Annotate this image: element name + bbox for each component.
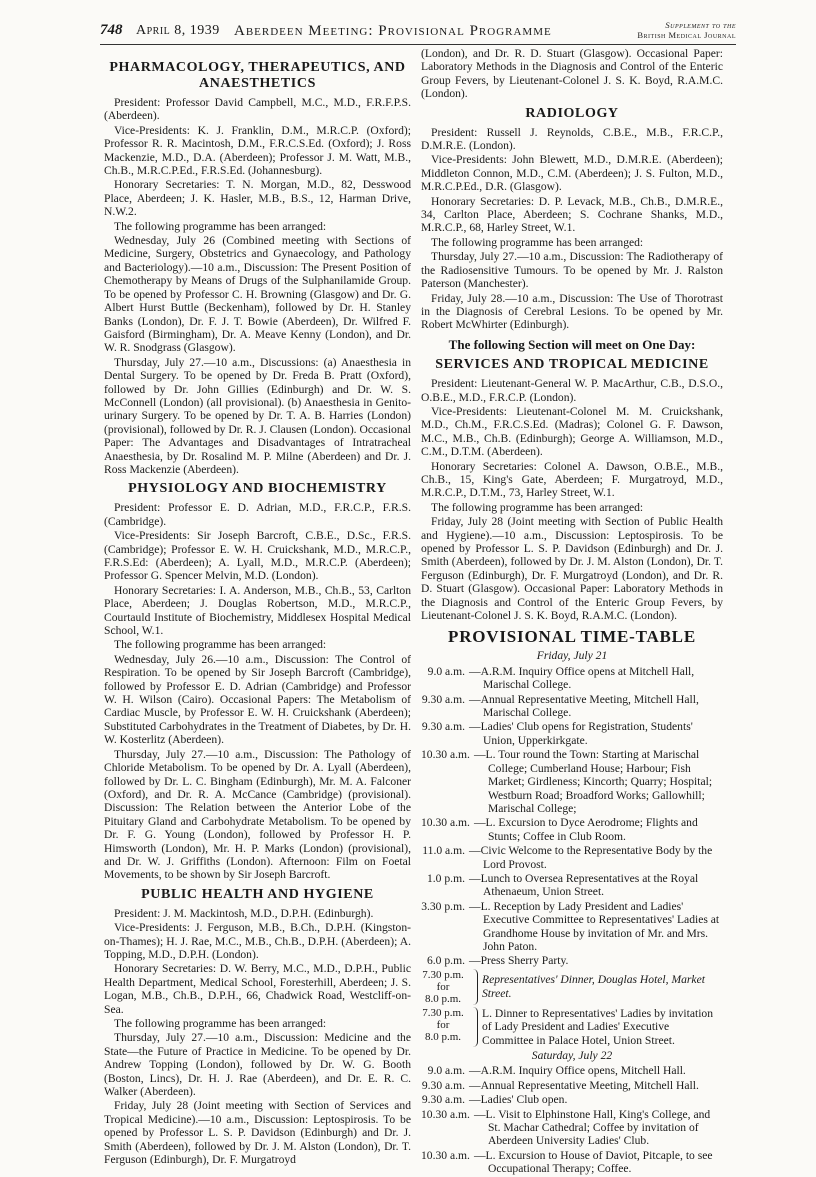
section-heading: PHARMACOLOGY, THERAPEUTICS, AND ANAESTHETICS bbox=[109, 60, 406, 91]
entry-text: Representatives' Dinner, Douglas Hotel, Market Street. bbox=[482, 973, 705, 1000]
time-range bbox=[421, 1007, 469, 1047]
row-text: —Ladies' Club open. bbox=[469, 1093, 568, 1107]
row-time: 9.0 a.m. bbox=[427, 664, 465, 678]
running-header bbox=[100, 22, 736, 45]
programme-intro: The following programme has been arranged: bbox=[114, 219, 327, 233]
programme-item: Thursday, July 27.—10 a.m., Discussion: The Pathology of Chloride Metabolism. To be opened by Dr. A. Lyall (Aberdeen), followed by Dr. L. C. Bingham (Edinburgh), Mr. M. A. Falconer (Oxford), and Dr. R. A. McCance (Cambridge) (provisional). Discussion: The Relation between the Anterior Lobe of the Pituitary Gland and Carbohydrate Metabolism. To be opened by Dr. F. G. Young (London), followed by Professor H. P. Himsworth (London), Mr. H. P. Marks (London) (provisional), and Dr. W. J. Griffiths (London). Afternoon: Film on Foetal Movements, to be shown by Sir Joseph Barcroft. bbox=[104, 747, 411, 882]
row-time: 10.30 a.m. bbox=[421, 1148, 470, 1162]
row-time: 9.30 a.m. bbox=[421, 692, 465, 706]
entry-text: L. Dinner to Representatives' Ladies by invitation of Lady President and Ladies' Executive Committee in Palace Hotel, Union Street. bbox=[482, 1006, 714, 1047]
section-pharmacology bbox=[104, 60, 411, 476]
row-text: —L. Visit to Elphinstone Hall, King's College, and St. Machar Cathedral; Coffee by invitation of Aberdeen University Ladies' Club. bbox=[473, 1107, 711, 1148]
row-text: —L. Tour round the Town: Starting at Marischal College; Cumberland House; Harbour; Fish Market; Girdleness; Kincorth; Quarry; Hospital; Westburn Road; Broadford Works; Gallowhill; Marischal College; bbox=[473, 748, 713, 815]
day-heading: Saturday, July 22 bbox=[531, 1049, 613, 1062]
supplement-line-1: Supplement to the bbox=[665, 20, 736, 30]
programme-item: Thursday, July 27.—10 a.m., Discussion: Medicine and the State—the Future of Practice in Medicine. To be opened by Dr. Andrew Topping (London), followed by Dr. W. G. Booth (Boston, Lincs), Dr. H. J. Rae (Aberdeen), and Dr. E. R. C. Walker (Aberdeen). bbox=[104, 1031, 411, 1099]
section-president: President: Professor E. D. Adrian, M.D., F.R.C.P., F.R.S. (Cambridge). bbox=[104, 501, 411, 528]
time-start: 7.30 p.m. bbox=[422, 1006, 464, 1019]
row-time: 6.0 p.m. bbox=[426, 954, 465, 968]
time-table-row bbox=[421, 954, 723, 967]
row-time: 10.30 a.m. bbox=[421, 1107, 470, 1121]
row-text: —L. Excursion to Dyce Aerodrome; Flights and Stunts; Coffee in Club Room. bbox=[473, 816, 698, 843]
programme-item: Wednesday, July 26.—10 a.m., Discussion: The Control of Respiration. To be opened by Sir Joseph Barcroft (Cambridge), followed by Professor E. D. Adrian (Cambridge) and Professor W. H. Wilson (Cairo). Occasional Papers: The Metabolism of Cardiac Muscle, by Professor E. W. H. Cruickshank (Aberdeen); Substituted Carbohydrates in the Treatment of Diabetes, by Dr. H. W. Kosterlitz (Aberdeen). bbox=[104, 652, 411, 747]
row-text: —L. Excursion to House of Daviot, Pitcaple, to see Occupational Therapy; Coffee. bbox=[473, 1148, 713, 1176]
section-vice-presidents: Vice-Presidents: Sir Joseph Barcroft, C.B.E., D.Sc., F.R.S. (Cambridge); Professor E. W. H. Cruickshank, M.D., M.R.C.P., F.R.S.Ed: (Aberdeen); A. Lyall, M.D., M.R.C.P. (Aberdeen); Professor G. Spencer Melvin, M.D. (London). bbox=[104, 529, 411, 583]
row-time: 3.30 p.m. bbox=[421, 899, 465, 913]
row-time: 10.30 a.m. bbox=[421, 748, 470, 762]
time-start: 7.30 p.m. bbox=[422, 968, 464, 981]
programme-item: Friday, July 28 (Joint meeting with Section of Services and Tropical Medicine).—10 a.m., Discussion: Leptospirosis. To be opened by Professor L. S. P. Davidson (Edinburgh) and Dr. J. Smith (Aberdeen), followed by Dr. J. M. Alston (London), Dr. T. Ferguson (Edinburgh), Dr. F. Murgatroyd bbox=[104, 1099, 411, 1167]
right-column bbox=[421, 47, 723, 1177]
section-vice-presidents: Vice-Presidents: J. Ferguson, M.B., B.Ch., D.P.H. (Kingston-on-Thames); H. J. Rae, M.C., M.B., Ch.B., D.P.H. (Aberdeen); A. Topping, M.D., D.P.H. (London). bbox=[104, 921, 411, 961]
programme-intro: The following programme has been arranged: bbox=[431, 500, 644, 514]
section-physiology bbox=[104, 481, 411, 881]
continued-paragraph: (London), and Dr. R. D. Stuart (Glasgow). Occasional Paper: Laboratory Methods in the Diagnosis and Control of the Enteric Group Fevers, by Lieutenant-Colonel J. S. K. Boyd, R.A.M.C. (London). bbox=[421, 47, 723, 101]
section-vice-presidents: Vice-Presidents: K. J. Franklin, D.M., M.R.C.P. (Oxford); Professor R. R. Macintosh, D.M., F.R.C.S.Ed. (Oxford); J. Ross Mackenzie, M.D., D.A. (Aberdeen); Professor J. M. Watt, M.B., Ch.B., M.R.C.P.Ed., F.R.S.Ed. (Johannesburg). bbox=[104, 123, 411, 178]
programme-item: Thursday, July 27.—10 a.m., Discussion: The Radiotherapy of the Radiosensitive Tumours. To be opened by Mr. J. Ralston Paterson (Manchester). bbox=[421, 250, 723, 291]
row-text: —Annual Representative Meeting, Mitchell Hall, Marischal College. bbox=[469, 692, 699, 720]
section-vice-presidents: Vice-Presidents: John Blewett, M.D., D.M.R.E. (Aberdeen); Middleton Connon, M.D., C.M. (Aberdeen); J. S. Fulton, M.D., M.R.C.P.Ed., D.R. (Glasgow). bbox=[421, 153, 723, 194]
time-end: 8.0 p.m. bbox=[424, 1030, 462, 1043]
section-president: President: Professor David Campbell, M.C., M.D., F.R.F.P.S. (Aberdeen). bbox=[104, 96, 411, 123]
section-services-tropical bbox=[421, 357, 723, 622]
row-text: —Press Sherry Party. bbox=[469, 954, 569, 968]
row-time: 10.30 a.m. bbox=[421, 816, 470, 830]
time-table-row bbox=[421, 1079, 723, 1092]
row-time: 9.30 a.m. bbox=[421, 720, 465, 734]
time-table-row bbox=[421, 900, 723, 954]
section-secretaries: Honorary Secretaries: I. A. Anderson, M.B., Ch.B., 53, Carlton Place, Aberdeen; J. Douglas Robertson, M.D., M.R.C.P., Courtauld Institute of Biochemistry, Middlesex Hospital Medical School, W.1. bbox=[104, 583, 411, 638]
time-table-row bbox=[421, 748, 723, 815]
section-public-health bbox=[104, 887, 411, 1167]
time-table-day-2 bbox=[421, 1064, 723, 1175]
programme-intro: The following programme has been arranged: bbox=[431, 235, 644, 249]
time-table-row bbox=[421, 872, 723, 899]
programme-item: Friday, July 28 (Joint meeting with Section of Public Health and Hygiene).—10 a.m., Discussion: Leptospirosis. To be opened by Professor L. S. P. Davidson (Edinburgh) and Dr. J. Smith (Aberdeen), followed by Dr. J. M. Alston (London), Dr. T. Ferguson (Edinburgh), Dr. F. Murgatroyd (London), and Dr. R. D. Stuart (Glasgow). Occasional Paper: Laboratory Methods in the Diagnosis and Control of the Enteric Group Fevers, by Lieutenant-Colonel J. S. K. Boyd, R.A.M.C. (London). bbox=[421, 515, 723, 623]
row-time: 11.0 a.m. bbox=[422, 844, 465, 858]
section-heading: PUBLIC HEALTH AND HYGIENE bbox=[141, 886, 374, 902]
bracketed-entry bbox=[421, 1007, 723, 1047]
row-text: —Civic Welcome to the Representative Body by the Lord Provost. bbox=[469, 844, 713, 871]
section-president: President: J. M. Mackintosh, M.D., D.P.H. (Edinburgh). bbox=[114, 906, 374, 920]
brace bbox=[469, 1007, 478, 1047]
section-heading: RADIOLOGY bbox=[525, 105, 619, 121]
one-day-notice: The following Section will meet on One Day: bbox=[448, 336, 696, 352]
section-time-table bbox=[421, 629, 723, 1175]
section-secretaries: Honorary Secretaries: D. W. Berry, M.C., M.D., D.P.H., Public Health Department, Medical School, Foresterhill, Aberdeen; J. S. Logan, M.B., Ch.B., D.P.H., 66, Chadwick Road, Westcliff-on-Sea. bbox=[104, 962, 411, 1016]
time-range bbox=[421, 969, 469, 1005]
row-time: 9.30 a.m. bbox=[421, 1093, 465, 1107]
section-radiology bbox=[421, 106, 723, 332]
row-time: 9.0 a.m. bbox=[427, 1064, 465, 1078]
running-title: Aberdeen Meeting: Provisional Programme bbox=[234, 23, 552, 39]
row-text: —Lunch to Oversea Representatives at the Royal Athenaeum, Union Street. bbox=[469, 871, 699, 899]
programme-item: Friday, July 28.—10 a.m., Discussion: The Use of Thorotrast in the Diagnosis of Cerebral Lesions. To be opened by Mr. Robert McWhirter (Edinburgh). bbox=[421, 291, 723, 332]
time-table-row bbox=[421, 665, 723, 692]
section-heading: PHYSIOLOGY AND BIOCHEMISTRY bbox=[128, 481, 387, 497]
row-time: 9.30 a.m. bbox=[421, 1078, 465, 1092]
row-text: —Ladies' Club opens for Registration, Students' Union, Upperkirkgate. bbox=[469, 720, 693, 747]
time-table-heading: PROVISIONAL TIME-TABLE bbox=[448, 627, 696, 647]
bracketed-entry bbox=[421, 969, 723, 1005]
section-secretaries: Honorary Secretaries: Colonel A. Dawson, O.B.E., M.B., Ch.B., 15, King's Gate, Aberdeen; F. Murgatroyd, M.D., M.R.C.P., D.T.M., 73, Harley Street, W.1. bbox=[421, 459, 723, 500]
section-president: President: Russell J. Reynolds, C.B.E., M.B., F.R.C.P., D.M.R.E. (London). bbox=[421, 125, 723, 153]
section-secretaries: Honorary Secretaries: D. P. Levack, M.B., Ch.B., D.M.R.E., 34, Carlton Place, Aberdeen; S. Cochrane Shanks, M.D., M.R.C.P., 68, Harley Street, W.1. bbox=[421, 194, 723, 235]
time-table-day-1 bbox=[421, 665, 723, 968]
programme-item: Wednesday, July 26 (Combined meeting with Sections of Medicine, Surgery, Obstetrics and Gynaecology, and Pathology and Bacteriology).—10 a.m., Discussion: The Present Position of Chemotherapy by Means of Drugs of the Sulphanilamide Group. To be opened by Professor C. H. Browning (Glasgow) and Dr. G. Albert Hurst Buttle (Beckenham), followed by Dr. H. Stanley Banks (London), Dr. F. J. T. Bowie (Aberdeen), Dr. Wilfred F. Gaisford (Birmingham), Dr. A. Meave Kenny (London), and Dr. W. R. Snodgrass (Glasgow). bbox=[104, 234, 411, 355]
programme-item: Thursday, July 27.—10 a.m., Discussions: (a) Anaesthesia in Dental Surgery. To be opened by Dr. Freda B. Pratt (Oxford), followed by Dr. John Gillies (Edinburgh) and Dr. W. S. McConnell (London) (all provisional). (b) Anaesthesia in Genito-urinary Surgery. To be opened by Dr. T. A. B. Harries (London) (provisional), followed by Dr. R. J. Clausen (London). Occasional Paper: The Advantages and Disadvantages of Intratracheal Anaesthesia, by Dr. Rosalind M. P. Milne (Aberdeen) and Dr. J. Ross Mackenzie (Aberdeen). bbox=[104, 355, 411, 476]
brace bbox=[469, 969, 478, 1005]
page-number: 748 bbox=[100, 22, 123, 38]
row-text: —Annual Representative Meeting, Mitchell Hall. bbox=[469, 1078, 699, 1092]
time-table-row bbox=[421, 844, 723, 871]
time-table-row bbox=[421, 816, 723, 843]
section-heading: SERVICES AND TROPICAL MEDICINE bbox=[435, 357, 709, 373]
supplement-line-2: British Medical Journal bbox=[637, 30, 736, 40]
time-for: for bbox=[436, 980, 450, 993]
section-secretaries: Honorary Secretaries: T. N. Morgan, M.D., 82, Desswood Place, Aberdeen; J. K. Hasler, M.B., B.S., 12, Harman Drive, N.W.2. bbox=[104, 178, 411, 219]
time-table-row bbox=[421, 1093, 723, 1106]
time-table-row bbox=[421, 1149, 723, 1176]
row-time: 1.0 p.m. bbox=[426, 871, 465, 885]
section-vice-presidents: Vice-Presidents: Lieutenant-Colonel M. M. Cruickshank, M.D., Ch.M., F.R.C.S.Ed. (Madras); Colonel G. F. Dawson, M.C., M.B., Ch.B. (Edinburgh); George A. Williamson, M.D., C.M., D.T.M. (Aberdeen). bbox=[421, 404, 723, 459]
left-column bbox=[104, 55, 411, 1167]
programme-intro: The following programme has been arranged: bbox=[114, 638, 327, 652]
programme-intro: The following programme has been arranged: bbox=[114, 1017, 327, 1030]
time-for: for bbox=[436, 1018, 450, 1031]
section-president: President: Lieutenant-General W. P. MacArthur, C.B., D.S.O., O.B.E., M.D., F.R.C.P. (London). bbox=[421, 377, 723, 404]
time-table-row bbox=[421, 693, 723, 720]
day-heading: Friday, July 21 bbox=[536, 649, 608, 663]
time-end: 8.0 p.m. bbox=[424, 992, 462, 1005]
issue-date: April 8, 1939 bbox=[136, 23, 220, 38]
time-table-row bbox=[421, 1064, 723, 1077]
row-text: —L. Reception by Lady President and Ladies' Executive Committee to Representatives' Ladies at Grandhome House by invitation of Mr. and Mrs. John Paton. bbox=[469, 899, 720, 953]
time-table-row bbox=[421, 1108, 723, 1148]
supplement-label bbox=[637, 20, 736, 40]
row-text: —A.R.M. Inquiry Office opens, Mitchell Hall. bbox=[469, 1064, 686, 1078]
time-table-row bbox=[421, 720, 723, 747]
row-text: —A.R.M. Inquiry Office opens at Mitchell Hall, Marischal College. bbox=[469, 664, 695, 692]
